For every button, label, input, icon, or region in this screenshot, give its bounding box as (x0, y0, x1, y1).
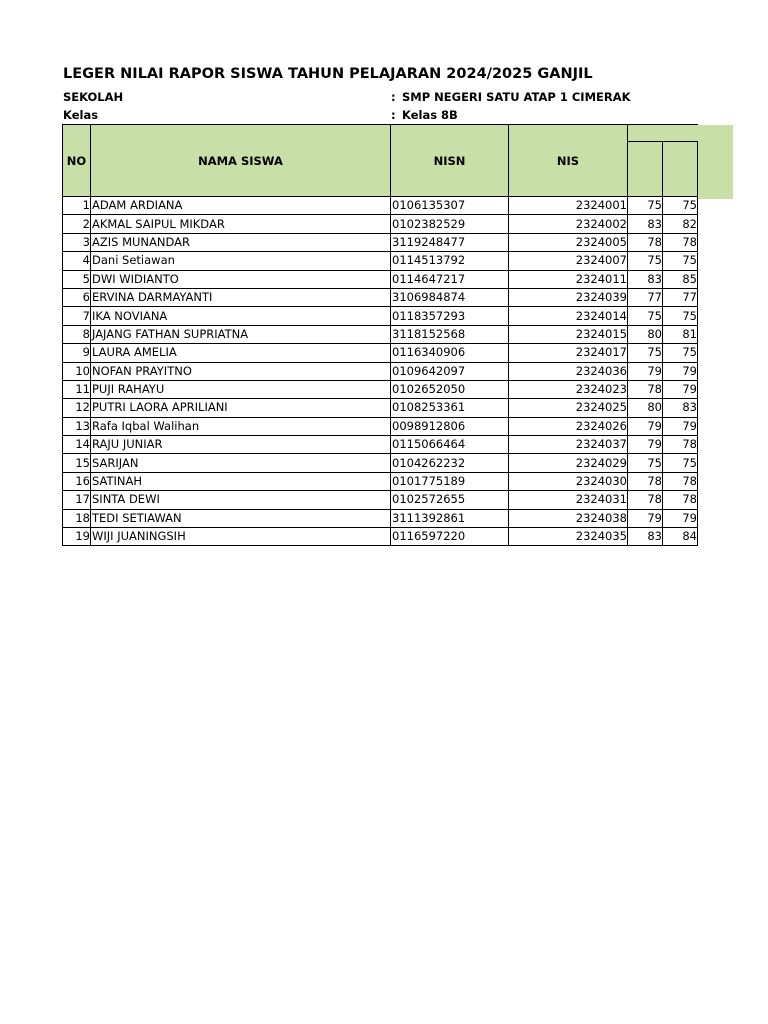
student-nis: 2324014 (509, 307, 628, 325)
class-label: Kelas (63, 108, 99, 122)
row-number: 15 (63, 454, 91, 472)
student-name: Rafa Iqbal Walihan (91, 417, 391, 435)
grade-ledger-table (62, 124, 698, 546)
student-nis: 2324037 (509, 436, 628, 454)
page-title: LEGER NILAI RAPOR SISWA TAHUN PELAJARAN 2024/2025 GANJIL (63, 66, 593, 82)
header-score-group (628, 125, 698, 142)
score-1: 79 (628, 436, 663, 454)
score-1: 78 (628, 491, 663, 509)
table-row (63, 325, 698, 343)
score-1: 75 (628, 344, 663, 362)
score-1: 75 (628, 307, 663, 325)
score-1: 80 (628, 325, 663, 343)
score-2: 79 (663, 380, 698, 398)
row-number: 14 (63, 436, 91, 454)
student-name: PUJI RAHAYU (91, 380, 391, 398)
score-2: 82 (663, 215, 698, 233)
table-row (63, 417, 698, 435)
table-row (63, 215, 698, 233)
student-nisn: 0098912806 (391, 417, 509, 435)
table-row (63, 252, 698, 270)
student-nis: 2324035 (509, 528, 628, 546)
table-row (63, 472, 698, 490)
score-2: 81 (663, 325, 698, 343)
row-number: 3 (63, 233, 91, 251)
student-nisn: 0114647217 (391, 270, 509, 288)
student-nisn: 0102572655 (391, 491, 509, 509)
student-name: Dani Setiawan (91, 252, 391, 270)
class-separator: : (391, 108, 396, 122)
table-row (63, 491, 698, 509)
student-nisn: 3118152568 (391, 325, 509, 343)
student-nisn: 0106135307 (391, 197, 509, 215)
header-extension-fill (697, 125, 733, 199)
score-2: 77 (663, 288, 698, 306)
school-separator: : (391, 90, 396, 104)
score-2: 78 (663, 472, 698, 490)
student-name: SINTA DEWI (91, 491, 391, 509)
score-1: 83 (628, 270, 663, 288)
row-number: 5 (63, 270, 91, 288)
student-name: PUTRI LAORA APRILIANI (91, 399, 391, 417)
student-name: DWI WIDIANTO (91, 270, 391, 288)
row-number: 8 (63, 325, 91, 343)
student-nis: 2324017 (509, 344, 628, 362)
score-2: 79 (663, 362, 698, 380)
score-1: 75 (628, 454, 663, 472)
student-nis: 2324025 (509, 399, 628, 417)
row-number: 9 (63, 344, 91, 362)
student-nisn: 0108253361 (391, 399, 509, 417)
student-nis: 2324023 (509, 380, 628, 398)
score-2: 84 (663, 528, 698, 546)
student-name: SARIJAN (91, 454, 391, 472)
score-1: 80 (628, 399, 663, 417)
row-number: 11 (63, 380, 91, 398)
table-row (63, 380, 698, 398)
row-number: 6 (63, 288, 91, 306)
score-1: 78 (628, 233, 663, 251)
table-row (63, 362, 698, 380)
header-nama-siswa: NAMA SISWA (91, 125, 391, 197)
table-row (63, 197, 698, 215)
header-nisn: NISN (391, 125, 509, 197)
row-number: 1 (63, 197, 91, 215)
table-row (63, 307, 698, 325)
student-name: AZIS MUNANDAR (91, 233, 391, 251)
student-name: ADAM ARDIANA (91, 197, 391, 215)
row-number: 10 (63, 362, 91, 380)
student-nis: 2324011 (509, 270, 628, 288)
score-2: 75 (663, 252, 698, 270)
score-1: 75 (628, 252, 663, 270)
student-name: WIJI JUANINGSIH (91, 528, 391, 546)
row-number: 19 (63, 528, 91, 546)
score-1: 77 (628, 288, 663, 306)
score-2: 75 (663, 197, 698, 215)
student-name: LAURA AMELIA (91, 344, 391, 362)
student-name: ERVINA DARMAYANTI (91, 288, 391, 306)
row-number: 17 (63, 491, 91, 509)
row-number: 12 (63, 399, 91, 417)
student-nisn: 0118357293 (391, 307, 509, 325)
student-nisn: 0101775189 (391, 472, 509, 490)
score-2: 79 (663, 417, 698, 435)
student-name: TEDI SETIAWAN (91, 509, 391, 527)
student-nisn: 0114513792 (391, 252, 509, 270)
student-name: AKMAL SAIPUL MIKDAR (91, 215, 391, 233)
student-nis: 2324039 (509, 288, 628, 306)
student-nisn: 3119248477 (391, 233, 509, 251)
table-row (63, 509, 698, 527)
score-2: 79 (663, 509, 698, 527)
class-value: Kelas 8B (402, 108, 458, 122)
table-row (63, 270, 698, 288)
school-label: SEKOLAH (63, 90, 124, 104)
school-value: SMP NEGERI SATU ATAP 1 CIMERAK (402, 90, 631, 104)
student-nis: 2324036 (509, 362, 628, 380)
score-1: 75 (628, 197, 663, 215)
score-1: 78 (628, 472, 663, 490)
row-number: 18 (63, 509, 91, 527)
ledger-body (63, 197, 698, 546)
table-row (63, 528, 698, 546)
student-name: JAJANG FATHAN SUPRIATNA (91, 325, 391, 343)
table-row (63, 399, 698, 417)
row-number: 16 (63, 472, 91, 490)
table-row (63, 454, 698, 472)
student-name: RAJU JUNIAR (91, 436, 391, 454)
student-nisn: 0102382529 (391, 215, 509, 233)
student-nisn: 0116340906 (391, 344, 509, 362)
student-nis: 2324031 (509, 491, 628, 509)
score-2: 78 (663, 436, 698, 454)
score-2: 83 (663, 399, 698, 417)
score-1: 79 (628, 509, 663, 527)
score-1: 83 (628, 528, 663, 546)
student-nis: 2324038 (509, 509, 628, 527)
header-nis: NIS (509, 125, 628, 197)
student-nisn: 0116597220 (391, 528, 509, 546)
student-nis: 2324007 (509, 252, 628, 270)
score-2: 78 (663, 491, 698, 509)
student-nis: 2324002 (509, 215, 628, 233)
score-2: 85 (663, 270, 698, 288)
row-number: 2 (63, 215, 91, 233)
student-nisn: 0104262232 (391, 454, 509, 472)
student-nis: 2324029 (509, 454, 628, 472)
score-1: 79 (628, 417, 663, 435)
score-2: 78 (663, 233, 698, 251)
row-number: 7 (63, 307, 91, 325)
student-nis: 2324005 (509, 233, 628, 251)
student-nisn: 3111392861 (391, 509, 509, 527)
student-nisn: 0115066464 (391, 436, 509, 454)
student-name: NOFAN PRAYITNO (91, 362, 391, 380)
student-nis: 2324030 (509, 472, 628, 490)
score-2: 75 (663, 454, 698, 472)
student-nisn: 0102652050 (391, 380, 509, 398)
score-2: 75 (663, 344, 698, 362)
table-row (63, 288, 698, 306)
header-score-2 (663, 142, 698, 197)
score-2: 75 (663, 307, 698, 325)
header-no: NO (63, 125, 91, 197)
student-nisn: 0109642097 (391, 362, 509, 380)
table-row (63, 233, 698, 251)
row-number: 13 (63, 417, 91, 435)
student-name: SATINAH (91, 472, 391, 490)
student-nis: 2324015 (509, 325, 628, 343)
row-number: 4 (63, 252, 91, 270)
score-1: 79 (628, 362, 663, 380)
student-nis: 2324001 (509, 197, 628, 215)
score-1: 78 (628, 380, 663, 398)
table-row (63, 344, 698, 362)
student-nisn: 3106984874 (391, 288, 509, 306)
student-name: IKA NOVIANA (91, 307, 391, 325)
header-score-1 (628, 142, 663, 197)
score-1: 83 (628, 215, 663, 233)
student-nis: 2324026 (509, 417, 628, 435)
table-row (63, 436, 698, 454)
